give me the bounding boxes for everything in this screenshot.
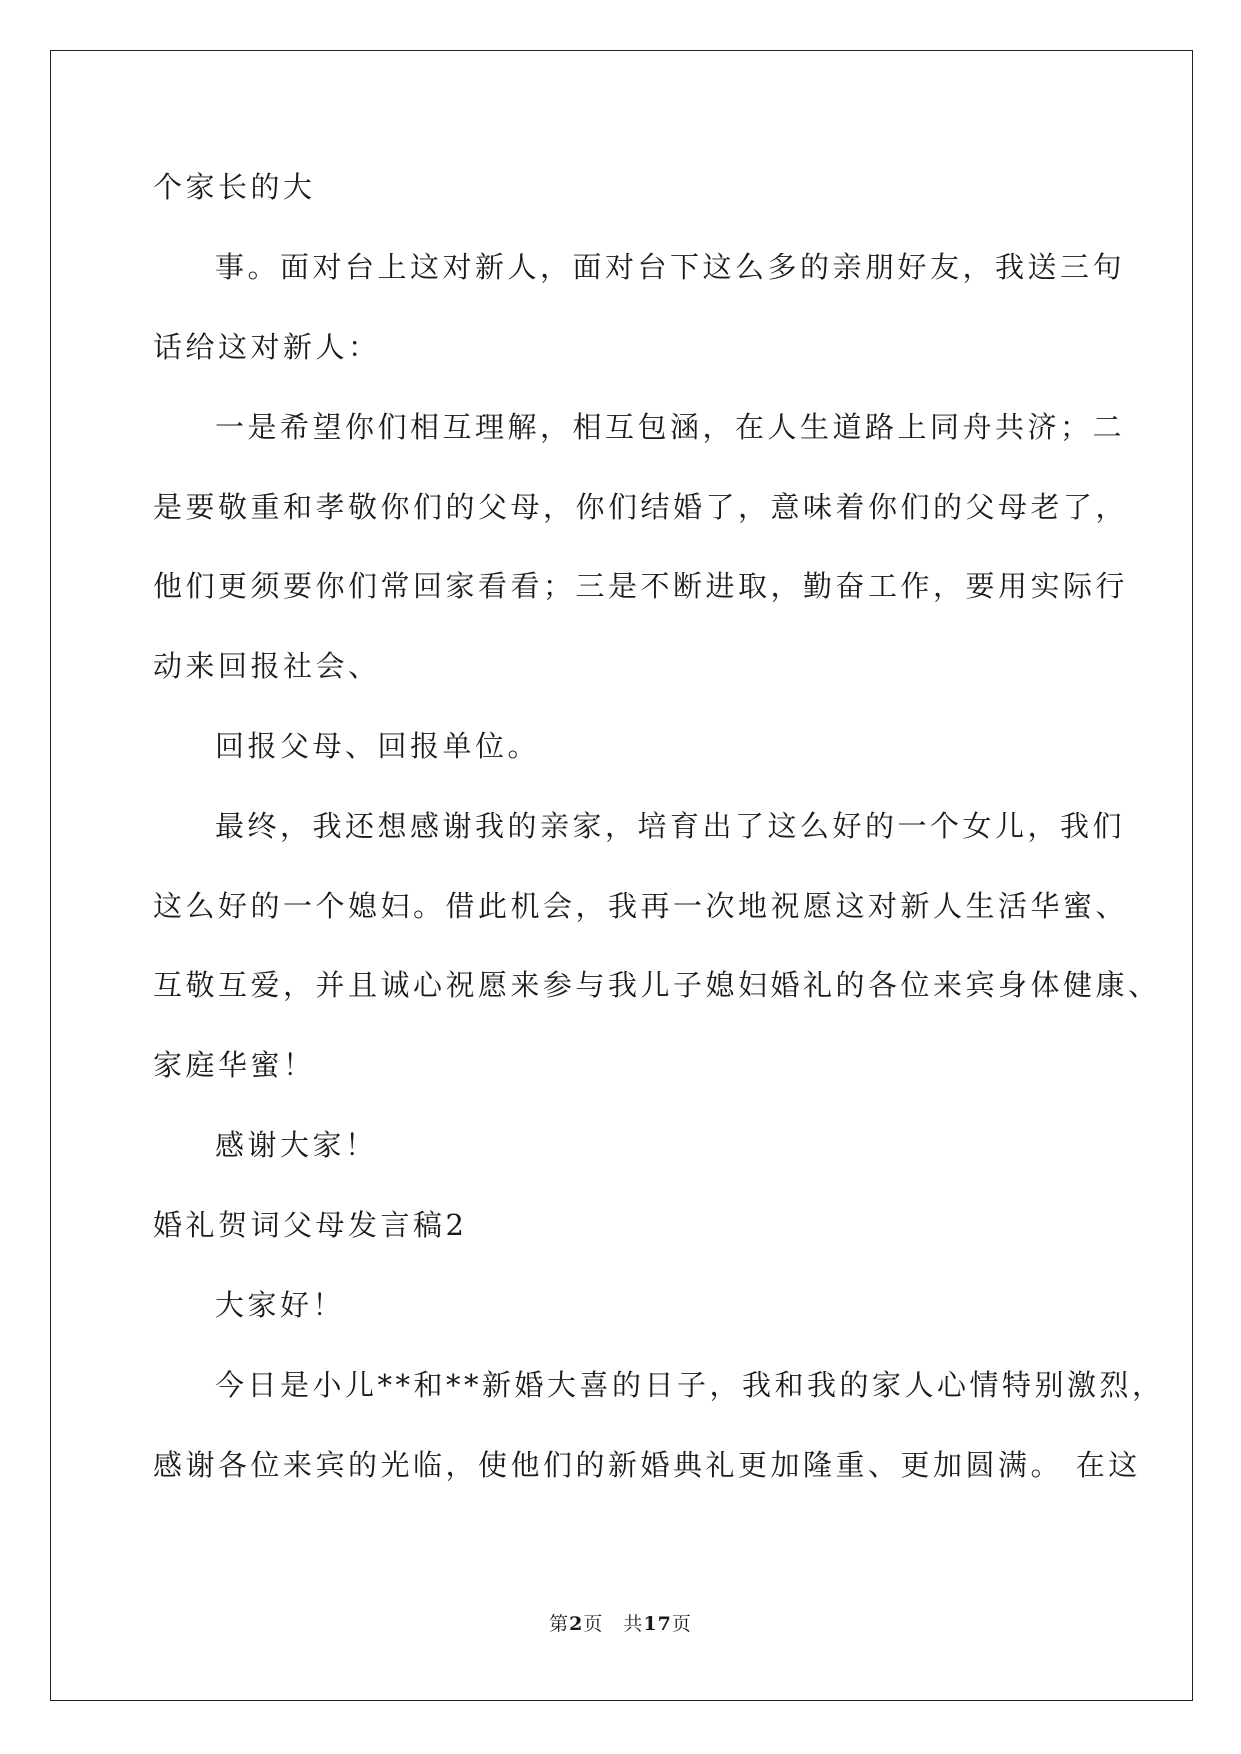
section-heading: 婚礼贺词父母发言稿2 bbox=[153, 1208, 468, 1242]
page-footer bbox=[0, 1612, 1241, 1636]
total-pages: 17 bbox=[643, 1613, 672, 1635]
text-line: 事。面对台上这对新人，面对台下这么多的亲朋好友，我送三句 bbox=[215, 250, 1126, 284]
text-line: 个家长的大 bbox=[153, 170, 316, 204]
text-line: 今日是小儿**和**新婚大喜的日子，我和我的家人心情特别激烈， bbox=[215, 1368, 1165, 1402]
page-suffix: 页 bbox=[583, 1613, 604, 1635]
text-line: 大家好！ bbox=[215, 1288, 346, 1322]
total-prefix: 共 bbox=[623, 1613, 644, 1635]
text-line: 是要敬重和孝敬你们的父母，你们结婚了，意味着你们的父母老了， bbox=[153, 490, 1129, 524]
text-line: 这么好的一个媳妇。借此机会，我再一次地祝愿这对新人生活华蜜、 bbox=[153, 889, 1129, 923]
text-line: 家庭华蜜！ bbox=[153, 1048, 316, 1082]
text-line: 感谢各位来宾的光临，使他们的新婚典礼更加隆重、更加圆满。 在这 bbox=[153, 1448, 1141, 1482]
text-line: 话给这对新人： bbox=[153, 330, 381, 364]
text-line: 互敬互爱，并且诚心祝愿来参与我儿子媳妇婚礼的各位来宾身体健康、 bbox=[153, 968, 1161, 1002]
total-suffix: 页 bbox=[671, 1613, 692, 1635]
text-line: 感谢大家！ bbox=[215, 1128, 378, 1162]
text-line: 动来回报社会、 bbox=[153, 649, 381, 683]
text-line: 回报父母、回报单位。 bbox=[215, 729, 541, 763]
text-line: 最终，我还想感谢我的亲家，培育出了这么好的一个女儿，我们 bbox=[215, 809, 1126, 843]
text-line: 一是希望你们相互理解，相互包涵，在人生道路上同舟共济；二 bbox=[215, 410, 1126, 444]
text-line: 他们更须要你们常回家看看；三是不断进取，勤奋工作，要用实际行 bbox=[153, 569, 1129, 603]
page-prefix: 第 bbox=[549, 1613, 570, 1635]
page-number: 2 bbox=[569, 1613, 584, 1635]
